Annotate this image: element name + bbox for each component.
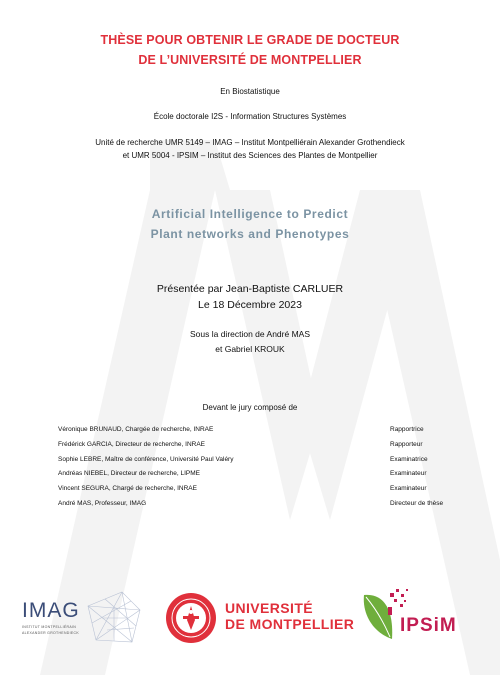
universite-montpellier-logo bbox=[165, 590, 355, 646]
defense-date: Le 18 Décembre 2023 bbox=[198, 299, 302, 311]
jury-member-role: Examinateur bbox=[390, 485, 427, 492]
jury-heading: Devant le jury composé de bbox=[202, 403, 298, 412]
um-logo-line-2: DE MONTPELLIER bbox=[225, 616, 355, 632]
um-logo-line-1: UNIVERSITÉ bbox=[225, 600, 314, 616]
supervision-line-2: et Gabriel KROUK bbox=[215, 344, 285, 354]
speciality: En Biostatistique bbox=[220, 87, 280, 96]
thesis-title-line-1: Artificial Intelligence to Predict bbox=[151, 207, 349, 221]
ipsim-logo-word: IPSiM bbox=[400, 615, 457, 636]
imag-logo-subtitle-2: ALEXANDER GROTHENDIECK bbox=[22, 631, 79, 635]
jury-member-role: Examinateur bbox=[390, 470, 427, 477]
jury-member-row bbox=[58, 470, 458, 480]
jury-member-role: Rapporteur bbox=[390, 441, 423, 448]
um-seal-icon bbox=[165, 590, 217, 646]
jury-member-row bbox=[58, 426, 458, 436]
thesis-title-line-2: Plant networks and Phenotypes bbox=[150, 227, 350, 241]
jury-member-row bbox=[58, 456, 458, 466]
jury-member-name: Vincent SEGURA, Chargé de recherche, INRAE bbox=[58, 485, 197, 492]
presented-by: Présentée par Jean-Baptiste CARLUER bbox=[156, 283, 344, 295]
jury-member-name: Sophie LEBRE, Maître de conférence, Université Paul Valéry bbox=[58, 456, 234, 463]
supervision-line-1: Sous la direction de André MAS bbox=[189, 329, 310, 339]
jury-member-role: Directeur de thèse bbox=[390, 500, 444, 507]
jury-member-name: Andréas NIEBEL, Directeur de recherche, LIPME bbox=[58, 470, 200, 477]
jury-member-name: André MAS, Professeur, IMAG bbox=[58, 500, 147, 507]
jury-member-row bbox=[58, 441, 458, 451]
degree-title-line-1: THÈSE POUR OBTENIR LE GRADE DE DOCTEUR bbox=[100, 33, 400, 47]
imag-logo bbox=[20, 588, 140, 648]
degree-title-line-2: DE L’UNIVERSITÉ DE MONTPELLIER bbox=[138, 53, 362, 67]
research-unit-line-1: Unité de recherche UMR 5149 – IMAG – Institut Montpelliérain Alexander Grothendieck bbox=[95, 138, 405, 147]
imag-mesh-icon bbox=[82, 588, 144, 648]
jury-member-role: Examinatrice bbox=[390, 456, 428, 463]
jury-member-role: Rapportrice bbox=[390, 426, 424, 433]
jury-member-name: Véronique BRUNAUD, Chargée de recherche, INRAE bbox=[58, 426, 214, 433]
doctoral-school: École doctorale I2S - Information Structures Systèmes bbox=[153, 112, 347, 121]
jury-member-row bbox=[58, 500, 458, 510]
imag-logo-word: IMAG bbox=[22, 599, 80, 622]
jury-member-row bbox=[58, 485, 458, 495]
imag-logo-subtitle-1: INSTITUT MONTPELLIÉRAIN bbox=[22, 625, 77, 629]
research-unit-line-2: et UMR 5004 - IPSIM – Institut des Sciences des Plantes de Montpellier bbox=[122, 151, 378, 160]
jury-member-name: Frédérick GARCIA, Directeur de recherche, INRAE bbox=[58, 441, 206, 448]
ipsim-logo bbox=[360, 585, 485, 645]
